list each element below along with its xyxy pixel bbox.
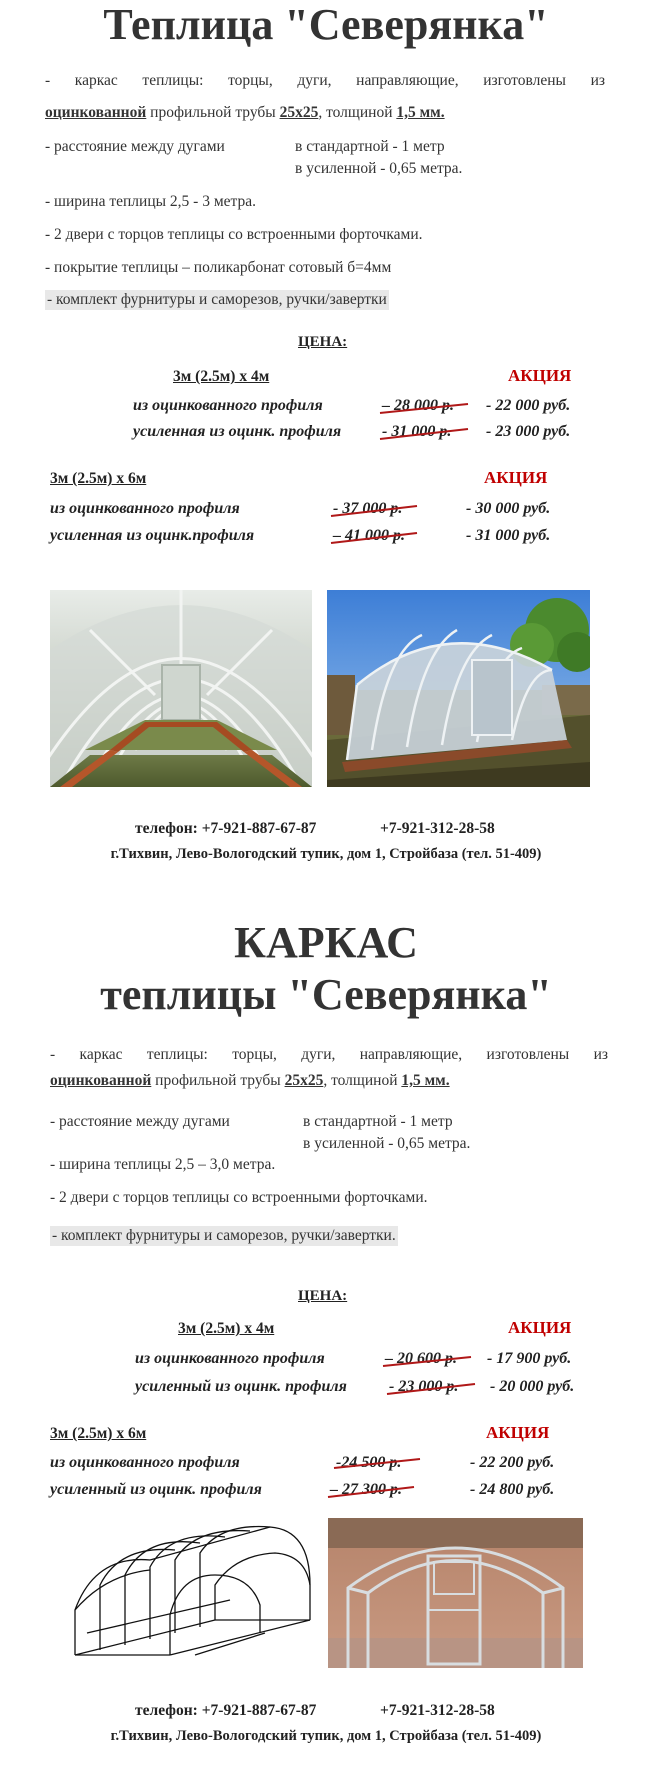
new-price: - 24 800 руб. — [470, 1481, 555, 1498]
galvanized-text: оцинкованной — [45, 104, 147, 121]
size-6m-label: 3м (2.5м) х 6м — [50, 470, 147, 487]
frame-description-line1: - каркас теплицы: торцы, дуги, направляющие, изготовлены из — [50, 1046, 608, 1063]
promo-label: АКЦИЯ — [484, 468, 548, 487]
phone-number-2: +7-921-312-28-58 — [380, 820, 495, 837]
old-price: - 37 000 р. — [333, 500, 402, 518]
kit-spec: - комплект фурнитуры и саморезов, ручки/завертки. — [52, 1227, 396, 1244]
old-price: -24 500 р. — [336, 1454, 401, 1472]
old-price: - 31 000 р. — [382, 423, 451, 441]
doors-spec: - 2 двери с торцов теплицы со встроенными форточками. — [45, 226, 423, 243]
promo-label: АКЦИЯ — [508, 366, 572, 385]
greenhouse-interior-photo — [50, 590, 312, 787]
address: г.Тихвин, Лево-Вологодский тупик, дом 1, Стройбаза (тел. 51-409) — [110, 1728, 542, 1744]
strike-mark — [326, 1478, 422, 1504]
address: г.Тихвин, Лево-Вологодский тупик, дом 1, Стройбаза (тел. 51-409) — [110, 846, 542, 862]
kit-spec: - комплект фурнитуры и саморезов, ручки/завертки — [47, 291, 387, 308]
price-row-label: из оцинкованного профиля — [133, 397, 323, 414]
phone-number-1: телефон: +7-921-887-67-87 — [135, 820, 317, 837]
new-price: - 22 000 руб. — [486, 397, 571, 414]
arc-distance-standard: в стандартной - 1 метр — [295, 138, 445, 155]
size-4m-label: 3м (2.5м) х 4м — [173, 368, 270, 385]
new-price: - 17 900 руб. — [487, 1350, 572, 1367]
new-price: - 30 000 руб. — [466, 500, 551, 517]
price-row-label: усиленный из оцинк. профиля — [135, 1378, 347, 1395]
promo-label: АКЦИЯ — [486, 1423, 550, 1442]
old-price: – 28 000 р. — [382, 397, 454, 415]
width-spec: - ширина теплицы 2,5 - 3 метра. — [45, 193, 256, 210]
old-price: – 20 600 р. — [385, 1350, 457, 1368]
greenhouse-outdoor-photo — [327, 590, 590, 787]
strike-mark — [381, 1347, 477, 1373]
pipe-size-text: 25х25 — [279, 104, 319, 121]
arc-distance-standard: в стандартной - 1 метр — [303, 1113, 453, 1130]
new-price: - 31 000 руб. — [466, 527, 551, 544]
strike-mark — [329, 497, 425, 523]
strike-mark — [378, 420, 474, 446]
phone-number-1: телефон: +7-921-887-67-87 — [135, 1702, 317, 1719]
width-spec: - ширина теплицы 2,5 – 3,0 метра. — [50, 1156, 276, 1173]
new-price: - 22 200 руб. — [470, 1454, 555, 1471]
price-heading: ЦЕНА: — [298, 1288, 348, 1304]
size-4m-label: 3м (2.5м) х 4м — [178, 1320, 275, 1337]
thickness-text: 1,5 мм. — [396, 104, 445, 121]
old-price: – 27 300 р. — [330, 1481, 402, 1499]
arc-distance-reinforced: в усиленной - 0,65 метра. — [295, 160, 463, 177]
cover-spec: - покрытие теплицы – поликарбонат сотовый б=4мм — [45, 259, 392, 276]
thickness-text: 1,5 мм. — [401, 1072, 450, 1089]
price-row-label: из оцинкованного профиля — [50, 500, 240, 517]
frame-description-line2: оцинкованной профильной трубы 25х25, толщиной 1,5 мм. — [45, 104, 445, 121]
greenhouse-title: Теплица "Северянка" — [103, 0, 549, 49]
price-row-label: из оцинкованного профиля — [135, 1350, 325, 1367]
frame-subtitle: теплицы "Северянка" — [100, 970, 552, 1019]
old-price: – 41 000 р. — [333, 527, 405, 545]
frame-description-line2: оцинкованной профильной трубы 25х25, толщиной 1,5 мм. — [50, 1072, 450, 1089]
new-price: - 20 000 руб. — [490, 1378, 575, 1395]
arc-distance-label: - расстояние между дугами — [50, 1113, 230, 1130]
price-row-label: усиленный из оцинк. профиля — [50, 1481, 262, 1498]
price-row-label: усиленная из оцинк.профиля — [50, 527, 255, 544]
new-price: - 23 000 руб. — [486, 423, 571, 440]
galvanized-text: оцинкованной — [50, 1072, 152, 1089]
arc-distance-label: - расстояние между дугами — [45, 138, 225, 155]
strike-mark — [378, 394, 474, 420]
size-6m-label: 3м (2.5м) х 6м — [50, 1425, 147, 1442]
price-heading: ЦЕНА: — [298, 334, 348, 350]
strike-mark — [329, 524, 425, 550]
strike-mark — [332, 1451, 428, 1477]
frame-title: КАРКАС — [234, 918, 418, 967]
promo-label: АКЦИЯ — [508, 1318, 572, 1337]
frame-photo — [328, 1518, 583, 1668]
frame-line-drawing — [65, 1515, 315, 1665]
arc-distance-reinforced: в усиленной - 0,65 метра. — [303, 1135, 471, 1152]
price-row-label: из оцинкованного профиля — [50, 1454, 240, 1471]
frame-description-line1: - каркас теплицы: торцы, дуги, направляющие, изготовлены из — [45, 72, 605, 89]
old-price: - 23 000 р. — [389, 1378, 458, 1396]
price-row-label: усиленная из оцинк. профиля — [133, 423, 342, 440]
pipe-size-text: 25х25 — [284, 1072, 324, 1089]
doors-spec: - 2 двери с торцов теплицы со встроенными форточками. — [50, 1189, 428, 1206]
strike-mark — [385, 1375, 481, 1401]
phone-number-2: +7-921-312-28-58 — [380, 1702, 495, 1719]
